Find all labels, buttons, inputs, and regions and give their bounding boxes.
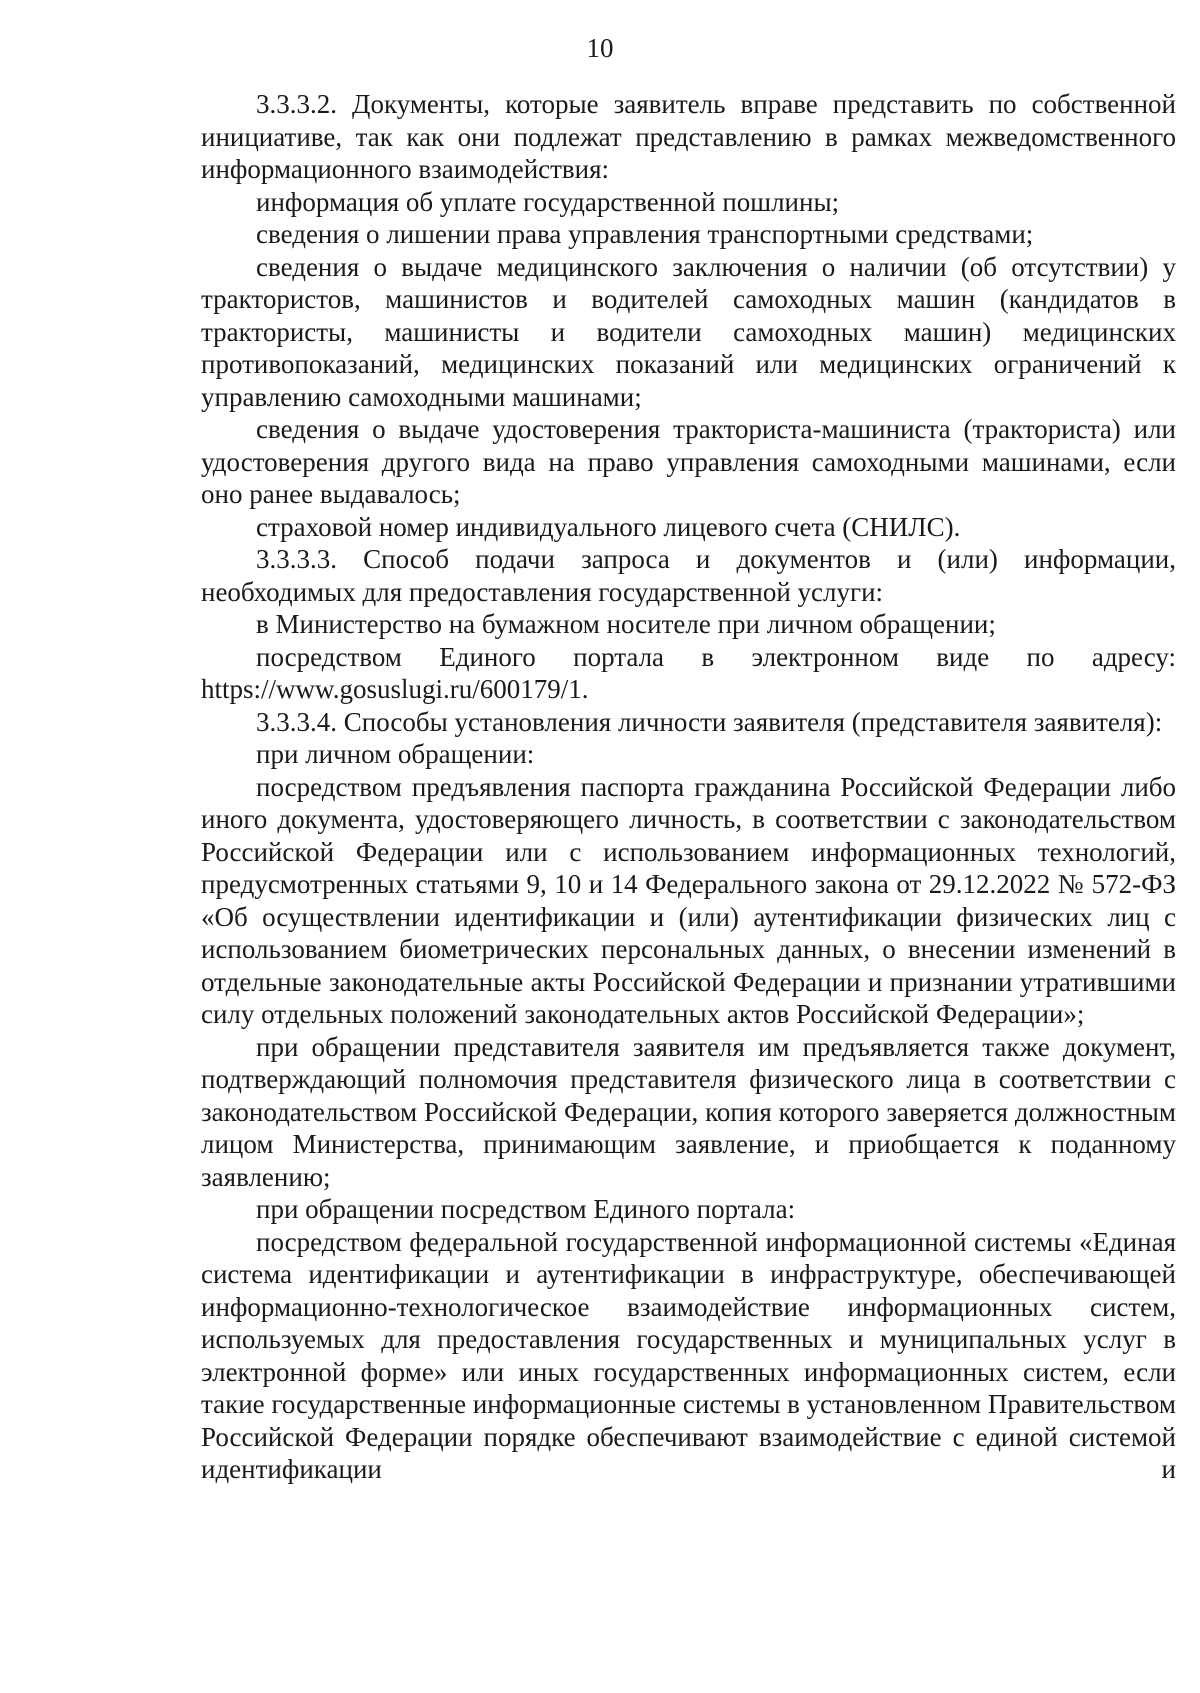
list-item-passport: посредством предъявления паспорта гражданина Российской Федерации либо иного документа, удостоверяющего личность, в соответствии с законодательством Российской Федерации или с использованием информационных технологий, предусмотренных статьями 9, 10 и 14 Федерального закона от 29.12.2022 № 572-ФЗ «Об осуществлении идентификации и (или) аутентификации физических лиц с использованием биометрических персональных данных, о внесении изменений в отдельные законодательные акты Российской Федерации и признании утратившими силу отдельных положений законодательных актов Российской Федерации»; bbox=[201, 771, 1176, 1029]
list-item-state-duty: информация об уплате государственной пошлины; bbox=[256, 186, 840, 217]
list-item-portal-submission: посредством Единого портала в электронном виде по адресу: https://www.gosuslugi.ru/600179/1. bbox=[201, 641, 1176, 704]
list-item-operator-license: сведения о выдаче удостоверения тракториста-машиниста (тракториста) или удостоверения другого вида на право управления самоходными машинами, если оно ранее выдавалось; bbox=[201, 414, 1176, 509]
document-body bbox=[201, 88, 1176, 1486]
page-number: 10 bbox=[586, 33, 614, 63]
paragraph-3-3-3-3: 3.3.3.3. Способ подачи запроса и документов и (или) информации, необходимых для предоставления государственной услуги: bbox=[201, 544, 1176, 607]
list-item-snils: страховой номер индивидуального лицевого счета (СНИЛС). bbox=[256, 511, 961, 542]
paragraph-3-3-3-4: 3.3.3.4. Способы установления личности заявителя (представителя заявителя): bbox=[256, 706, 1163, 737]
list-item-license-deprivation: сведения о лишении права управления транспортными средствами; bbox=[256, 219, 1034, 249]
list-item-via-portal: при обращении посредством Единого портала: bbox=[256, 1194, 796, 1224]
list-item-paper-submission: в Министерство на бумажном носителе при личном обращении; bbox=[256, 609, 996, 639]
paragraph-3-3-3-2: 3.3.3.2. Документы, которые заявитель вправе представить по собственной инициативе, так как они подлежат представлению в рамках межведомственного информационного взаимодействия: bbox=[201, 89, 1176, 184]
list-item-medical-certificate: сведения о выдаче медицинского заключения о наличии (об отсутствии) у трактористов, машинистов и водителей самоходных машин (кандидатов в трактористы, машинисты и водители самоходных машин) медицинских противопоказаний, медицинских показаний или медицинских ограничений к управлению самоходными машинами; bbox=[201, 251, 1176, 412]
list-item-esia: посредством федеральной государственной информационной системы «Единая система идентификации и аутентификации в инфраструктуре, обеспечивающей информационно-технологическое взаимодействие информационных систем, используемых для предоставления государственных и муниципальных услуг в электронной форме» или иных государственных информационных систем, если такие государственные информационные системы в установленном Правительством Российской Федерации порядке обеспечивают взаимодействие с единой системой идентификации и bbox=[201, 1226, 1176, 1484]
list-item-representative: при обращении представителя заявителя им предъявляется также документ, подтверждающий полномочия представителя физического лица в соответствии с законодательством Российской Федерации, копия которого заверяется должностным лицом Министерства, принимающим заявление, и приобщается к поданному заявлению; bbox=[201, 1031, 1176, 1192]
list-item-in-person: при личном обращении: bbox=[256, 739, 535, 769]
